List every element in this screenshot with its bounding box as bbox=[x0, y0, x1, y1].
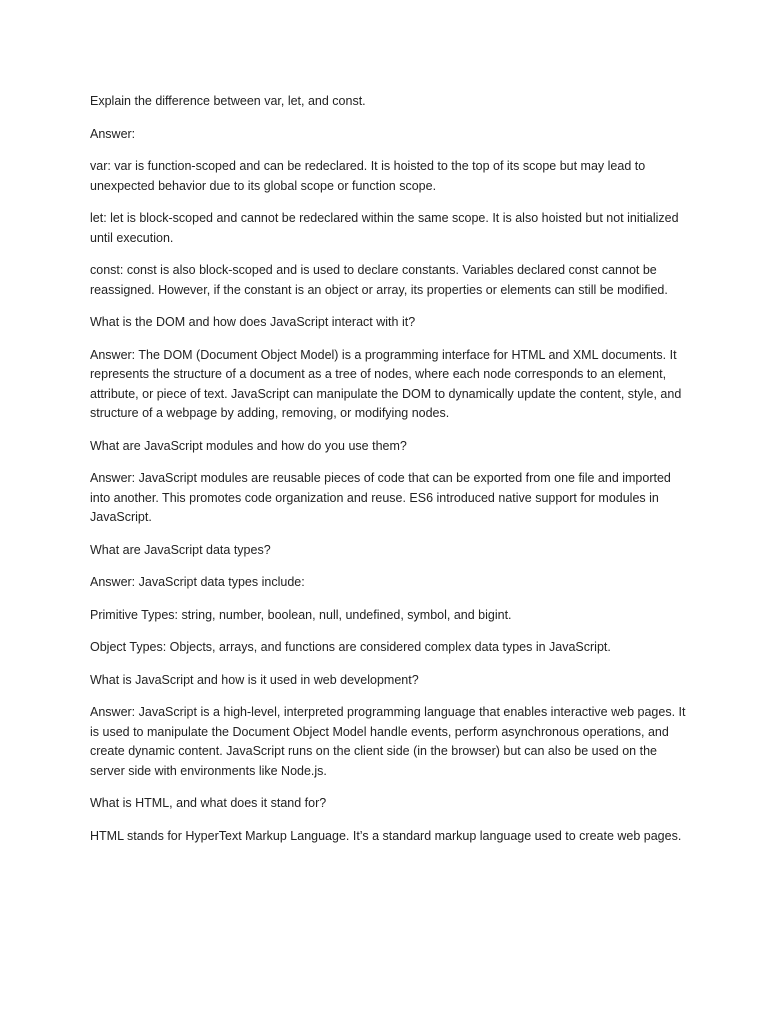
question-data-types: What are JavaScript data types? bbox=[90, 542, 271, 557]
question-var-let-const: Explain the difference between var, let, and const. bbox=[90, 94, 366, 108]
answer-let: let: let is block-scoped and cannot be redeclared within the same scope. It is also hoisted but not initialized until execution. bbox=[90, 211, 679, 245]
question-javascript: What is JavaScript and how is it used in web development? bbox=[90, 672, 419, 687]
answer-primitive-types: Primitive Types: string, number, boolean, null, undefined, symbol, and bigint. bbox=[90, 607, 512, 622]
answer-var: var: var is function-scoped and can be redeclared. It is hoisted to the top of its scope but may lead to unexpected behavior due to its global scope or function scope. bbox=[90, 159, 646, 193]
answer-data-types-intro: Answer: JavaScript data types include: bbox=[90, 575, 305, 589]
document-body bbox=[90, 92, 690, 859]
question-modules: What are JavaScript modules and how do you use them? bbox=[90, 438, 407, 453]
answer-object-types: Object Types: Objects, arrays, and functions are considered complex data types in JavaScript. bbox=[90, 640, 611, 654]
answer-label: Answer: bbox=[90, 126, 136, 141]
answer-dom: Answer: The DOM (Document Object Model) is a programming interface for HTML and XML documents. It represents the structure of a document as a tree of nodes, where each node corresponds to an element, attribute, or piece of text. JavaScript can manipulate the DOM to dynamically update the content, style, and structure of a webpage by adding, removing, or modifying nodes. bbox=[90, 347, 682, 420]
answer-javascript: Answer: JavaScript is a high-level, interpreted programming language that enables interactive web pages. It is used to manipulate the Document Object Model handle events, perform asynchronous operations, and create dynamic content. JavaScript runs on the client side (in the browser) but can also be used on the server side with environments like Node.js. bbox=[90, 705, 686, 778]
question-dom: What is the DOM and how does JavaScript interact with it? bbox=[90, 315, 416, 329]
question-html: What is HTML, and what does it stand for? bbox=[90, 796, 327, 810]
answer-const: const: const is also block-scoped and is used to declare constants. Variables declared const cannot be reassigned. However, if the constant is an object or array, its properties or elements can still be modified. bbox=[90, 263, 668, 297]
answer-modules: Answer: JavaScript modules are reusable pieces of code that can be exported from one file and imported into another. This promotes code organization and reuse. ES6 introduced native support for modules in JavaScript. bbox=[90, 471, 671, 524]
answer-html: HTML stands for HyperText Markup Language. It’s a standard markup language used to create web pages. bbox=[90, 828, 682, 843]
